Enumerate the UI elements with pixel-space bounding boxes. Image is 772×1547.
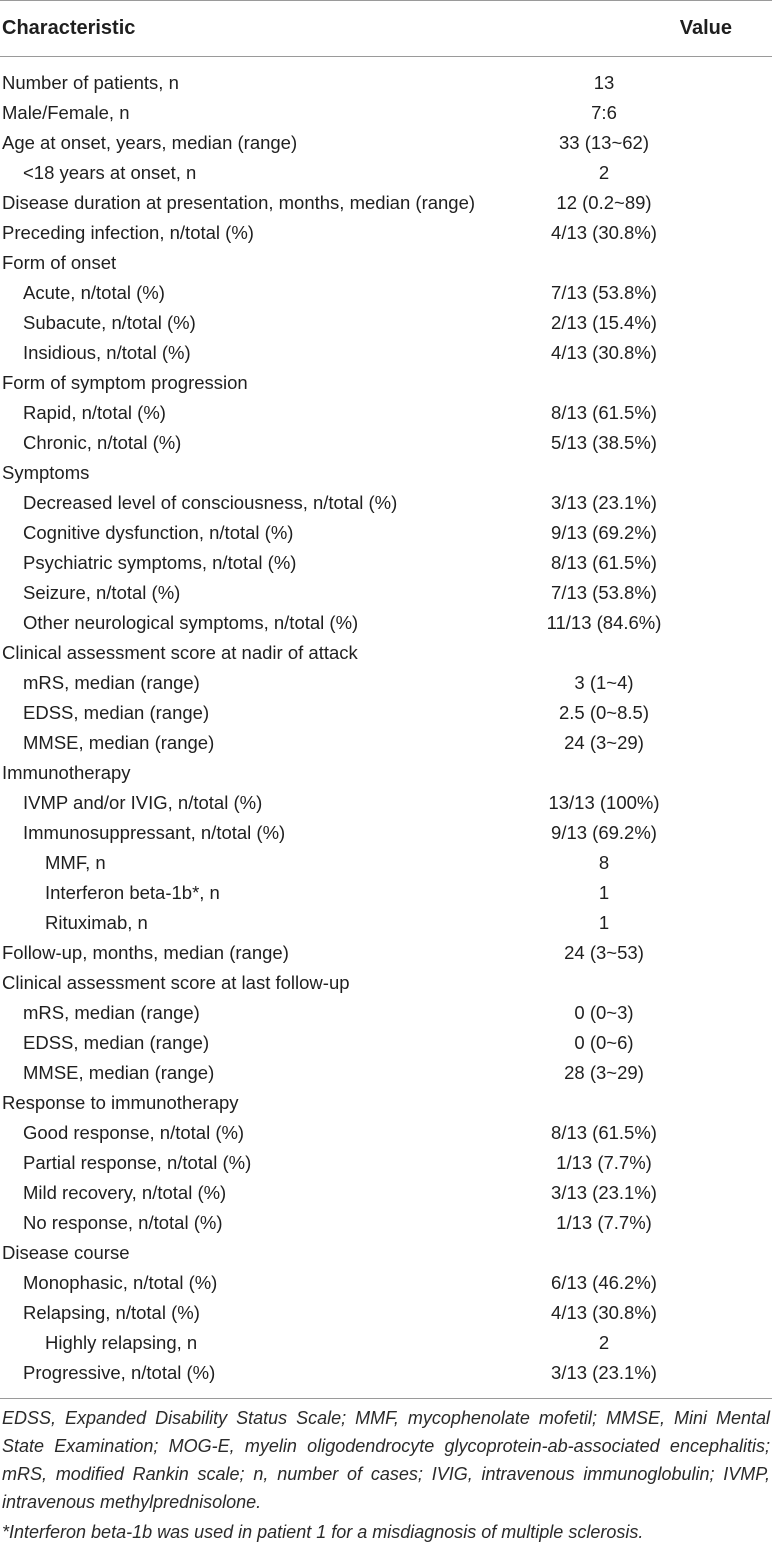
row-label: Good response, n/total (%) <box>23 1122 245 1143</box>
row-value: 4/13 (30.8%) <box>551 1302 657 1323</box>
row-label: Progressive, n/total (%) <box>23 1362 216 1383</box>
row-label: Chronic, n/total (%) <box>23 432 182 453</box>
column-header-value: Value <box>679 17 732 39</box>
table-row <box>0 1088 772 1118</box>
table-row <box>0 1328 772 1358</box>
row-label: Seizure, n/total (%) <box>23 582 181 603</box>
row-value: 9/13 (69.2%) <box>551 522 657 543</box>
row-value: 2/13 (15.4%) <box>551 312 657 333</box>
row-label: mRS, median (range) <box>23 672 200 693</box>
table-row <box>0 278 772 308</box>
table-row <box>0 1178 772 1208</box>
row-value: 9/13 (69.2%) <box>551 822 657 843</box>
row-label: Symptoms <box>2 462 90 483</box>
table-row <box>0 308 772 338</box>
table-row <box>0 548 772 578</box>
row-label: Decreased level of consciousness, n/total (%) <box>23 492 398 513</box>
row-value: 7:6 <box>591 102 617 123</box>
row-label: Response to immunotherapy <box>2 1092 239 1113</box>
table-row <box>0 128 772 158</box>
table-row <box>0 428 772 458</box>
table-row <box>0 188 772 218</box>
row-label: Acute, n/total (%) <box>23 282 165 303</box>
table-row <box>0 68 772 98</box>
row-value: 33 (13~62) <box>559 132 649 153</box>
table-row <box>0 368 772 398</box>
row-value: 1/13 (7.7%) <box>556 1152 652 1173</box>
table-row <box>0 788 772 818</box>
table-row <box>0 1268 772 1298</box>
row-label: Other neurological symptoms, n/total (%) <box>23 612 359 633</box>
table-row <box>0 248 772 278</box>
row-value: 3/13 (23.1%) <box>551 492 657 513</box>
row-value: 28 (3~29) <box>564 1062 644 1083</box>
table-row <box>0 338 772 368</box>
table-row <box>0 878 772 908</box>
row-label: Interferon beta-1b*, n <box>45 882 220 903</box>
column-header-characteristic: Characteristic <box>2 17 136 39</box>
row-label: Form of symptom progression <box>2 372 248 393</box>
row-label: Clinical assessment score at last follow-up <box>2 972 350 993</box>
row-label: Male/Female, n <box>2 102 130 123</box>
row-value: 1 <box>598 882 610 903</box>
row-label: EDSS, median (range) <box>23 1032 210 1053</box>
row-value: 0 (0~6) <box>574 1032 634 1053</box>
row-label: Rapid, n/total (%) <box>23 402 166 423</box>
row-value: 12 (0.2~89) <box>556 192 652 213</box>
row-value: 11/13 (84.6%) <box>546 612 662 633</box>
table-row <box>0 1028 772 1058</box>
row-value: 8/13 (61.5%) <box>551 402 657 423</box>
row-label: <18 years at onset, n <box>23 162 197 183</box>
row-label: Age at onset, years, median (range) <box>2 132 298 153</box>
row-value: 24 (3~29) <box>564 732 644 753</box>
table-row <box>0 968 772 998</box>
row-label: Mild recovery, n/total (%) <box>23 1182 227 1203</box>
row-value: 7/13 (53.8%) <box>551 582 657 603</box>
row-label: Rituximab, n <box>45 912 148 933</box>
table-row <box>0 668 772 698</box>
table-row <box>0 578 772 608</box>
row-label: MMF, n <box>45 852 106 873</box>
table-row <box>0 1358 772 1388</box>
table-row <box>0 1238 772 1268</box>
table-row <box>0 1118 772 1148</box>
row-label: EDSS, median (range) <box>23 702 210 723</box>
table-row <box>0 458 772 488</box>
row-value: 1/13 (7.7%) <box>556 1212 652 1233</box>
row-label: Number of patients, n <box>2 72 179 93</box>
row-label: Insidious, n/total (%) <box>23 342 191 363</box>
row-value: 0 (0~3) <box>574 1002 634 1023</box>
row-value: 8/13 (61.5%) <box>551 552 657 573</box>
table-row <box>0 98 772 128</box>
row-value: 6/13 (46.2%) <box>551 1272 657 1293</box>
top-rule <box>0 0 772 1</box>
header-rule <box>0 56 772 57</box>
table-row <box>0 908 772 938</box>
row-label: Subacute, n/total (%) <box>23 312 196 333</box>
row-label: IVMP and/or IVIG, n/total (%) <box>23 792 263 813</box>
table-row <box>0 518 772 548</box>
abbreviations-note: EDSS, Expanded Disability Status Scale; MMF, mycophenolate mofetil; MMSE, Mini Mental State Examination; MOG-E, myelin oligodendrocyte glycoprotein-ab-associated encephalitis; mRS, modified Rankin scale; n, number of cases; IVIG, intravenous immunoglobulin; IVMP, intravenous methylprednisolone. <box>2 1408 770 1512</box>
table-row <box>0 818 772 848</box>
row-value: 3 (1~4) <box>574 672 634 693</box>
row-value: 3/13 (23.1%) <box>551 1362 657 1383</box>
table-row <box>0 758 772 788</box>
row-label: Psychiatric symptoms, n/total (%) <box>23 552 297 573</box>
row-value: 5/13 (38.5%) <box>551 432 657 453</box>
row-label: Highly relapsing, n <box>45 1332 198 1353</box>
row-label: Disease duration at presentation, months, median (range) <box>2 192 476 213</box>
row-value: 8 <box>598 852 610 873</box>
table-row <box>0 1298 772 1328</box>
row-label: Form of onset <box>2 252 117 273</box>
row-label: Monophasic, n/total (%) <box>23 1272 218 1293</box>
row-label: Relapsing, n/total (%) <box>23 1302 200 1323</box>
table-row <box>0 998 772 1028</box>
row-label: Immunosuppressant, n/total (%) <box>23 822 286 843</box>
row-label: Follow-up, months, median (range) <box>2 942 289 963</box>
row-value: 13 <box>593 72 615 93</box>
row-value: 1 <box>598 912 610 933</box>
row-value: 7/13 (53.8%) <box>551 282 657 303</box>
table-row <box>0 848 772 878</box>
row-value: 13/13 (100%) <box>548 792 660 813</box>
row-value: 2 <box>598 1332 610 1353</box>
row-label: MMSE, median (range) <box>23 732 215 753</box>
table-row <box>0 398 772 428</box>
row-value: 24 (3~53) <box>564 942 644 963</box>
table-row <box>0 1208 772 1238</box>
row-label: No response, n/total (%) <box>23 1212 223 1233</box>
row-value: 8/13 (61.5%) <box>551 1122 657 1143</box>
row-value: 3/13 (23.1%) <box>551 1182 657 1203</box>
row-value: 4/13 (30.8%) <box>551 222 657 243</box>
table-row <box>0 1148 772 1178</box>
row-label: Cognitive dysfunction, n/total (%) <box>23 522 294 543</box>
row-value: 2.5 (0~8.5) <box>559 702 649 723</box>
row-label: Partial response, n/total (%) <box>23 1152 252 1173</box>
row-label: mRS, median (range) <box>23 1002 200 1023</box>
table-row <box>0 728 772 758</box>
row-label: Disease course <box>2 1242 130 1263</box>
table-row <box>0 1058 772 1088</box>
row-label: Immunotherapy <box>2 762 131 783</box>
row-label: Preceding infection, n/total (%) <box>2 222 254 243</box>
table-row <box>0 608 772 638</box>
bottom-rule <box>0 1398 772 1399</box>
row-value: 2 <box>598 162 610 183</box>
table-row <box>0 698 772 728</box>
row-label: Clinical assessment score at nadir of attack <box>2 642 358 663</box>
table-row <box>0 488 772 518</box>
row-value: 4/13 (30.8%) <box>551 342 657 363</box>
asterisk-note: *Interferon beta-1b was used in patient 1 for a misdiagnosis of multiple sclerosis. <box>2 1522 644 1542</box>
table-row <box>0 938 772 968</box>
table-row <box>0 218 772 248</box>
table-row <box>0 158 772 188</box>
row-label: MMSE, median (range) <box>23 1062 215 1083</box>
table-row <box>0 638 772 668</box>
table-footnotes <box>2 1404 770 1546</box>
